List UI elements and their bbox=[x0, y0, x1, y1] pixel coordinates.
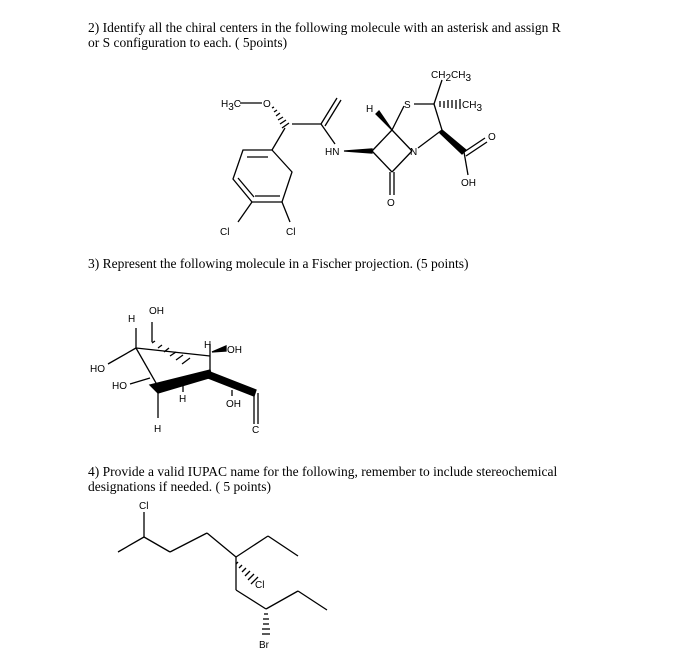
bond-c-n bbox=[418, 130, 442, 148]
bond-lactam-left bbox=[372, 151, 392, 172]
label-oh-top: OH bbox=[149, 306, 164, 317]
label-h-mid: H bbox=[204, 340, 212, 351]
chain-bond-2 bbox=[144, 537, 170, 552]
label-n: N bbox=[410, 147, 418, 158]
bond-ethyl bbox=[434, 80, 442, 104]
hashed-bond-methyl bbox=[440, 99, 460, 109]
label-cl-right: Cl bbox=[286, 227, 296, 238]
chain-bond-3 bbox=[170, 533, 207, 552]
chair-top-edge bbox=[136, 348, 210, 356]
molecule-2-labels bbox=[90, 306, 259, 436]
label-ho-lower: HO bbox=[112, 381, 127, 392]
label-hn: HN bbox=[325, 147, 340, 158]
label-h3c: H3C bbox=[221, 99, 242, 113]
label-s: S bbox=[404, 100, 411, 111]
molecule-3-structure bbox=[118, 512, 327, 634]
bond-cq-c bbox=[434, 104, 442, 130]
label-br: Br bbox=[259, 640, 269, 649]
label-lactam-o: O bbox=[387, 198, 395, 209]
bond-vinyl-nh bbox=[321, 124, 335, 144]
label-h-lower-mid: H bbox=[179, 394, 187, 405]
label-ho-left: HO bbox=[90, 364, 105, 375]
chain-bond-7 bbox=[236, 590, 266, 609]
label-c-bottom: C bbox=[252, 425, 260, 436]
bond-lactam-right bbox=[392, 130, 412, 151]
wedge-h bbox=[376, 111, 392, 130]
bond-lactam-bottom-right bbox=[392, 151, 412, 172]
label-acid-o: O bbox=[488, 132, 496, 143]
bond-cl-right bbox=[282, 202, 290, 222]
bond-c-ring bbox=[272, 128, 285, 150]
benzene-ring bbox=[233, 150, 292, 202]
chain-bond-9 bbox=[298, 591, 327, 610]
molecule-1-labels bbox=[220, 70, 496, 238]
label-h-top-left: H bbox=[128, 314, 136, 325]
label-h-bottom: H bbox=[154, 424, 162, 435]
wedge-cooh bbox=[440, 130, 466, 154]
chain-bond-4 bbox=[207, 533, 236, 557]
label-acid-oh: OH bbox=[461, 178, 476, 189]
chain-bond-8 bbox=[266, 591, 298, 609]
chain-bond-6 bbox=[268, 536, 298, 556]
wedge-oh-right bbox=[212, 346, 226, 352]
label-o-ether: O bbox=[263, 99, 271, 110]
question-2-line-1: 2) Identify all the chiral centers in the following molecule with an asterisk and assign R bbox=[88, 20, 561, 35]
hashed-bond-o-c bbox=[272, 107, 289, 128]
hashed-bond-br bbox=[262, 614, 270, 634]
molecule-3-labels bbox=[139, 501, 270, 649]
chain-bond-5 bbox=[236, 536, 268, 557]
label-oh-bottom: OH bbox=[226, 399, 241, 410]
label-ethyl: CH2CH3 bbox=[431, 70, 472, 84]
question-2-line-2: or S configuration to each. ( 5points) bbox=[88, 35, 288, 50]
label-cl-left: Cl bbox=[220, 227, 230, 238]
label-cl-top: Cl bbox=[139, 501, 149, 512]
label-methyl: CH3 bbox=[462, 100, 483, 114]
molecule-1-structure bbox=[233, 80, 487, 222]
hashed-bond-oh-top bbox=[152, 341, 190, 364]
bond-c-s bbox=[392, 106, 404, 130]
label-h-lactam: H bbox=[366, 104, 374, 115]
bond-ho-lower bbox=[130, 378, 150, 384]
wedge-nh-c bbox=[344, 149, 372, 153]
question-4-line-1: 4) Provide a valid IUPAC name for the following, remember to include stereochemical bbox=[88, 464, 558, 479]
question-3-line-1: 3) Represent the following molecule in a Fischer projection. (5 points) bbox=[88, 256, 469, 271]
label-cl-wedge: Cl bbox=[255, 580, 265, 591]
label-oh-right: OH bbox=[227, 345, 242, 356]
bond-cl-left bbox=[238, 202, 252, 222]
chain-bond-1 bbox=[118, 537, 144, 552]
question-4-line-2: designations if needed. ( 5 points) bbox=[88, 479, 271, 494]
chair-bold-front bbox=[150, 370, 212, 393]
bond-lactam-top bbox=[372, 130, 392, 151]
bond-ho-left bbox=[108, 348, 136, 364]
